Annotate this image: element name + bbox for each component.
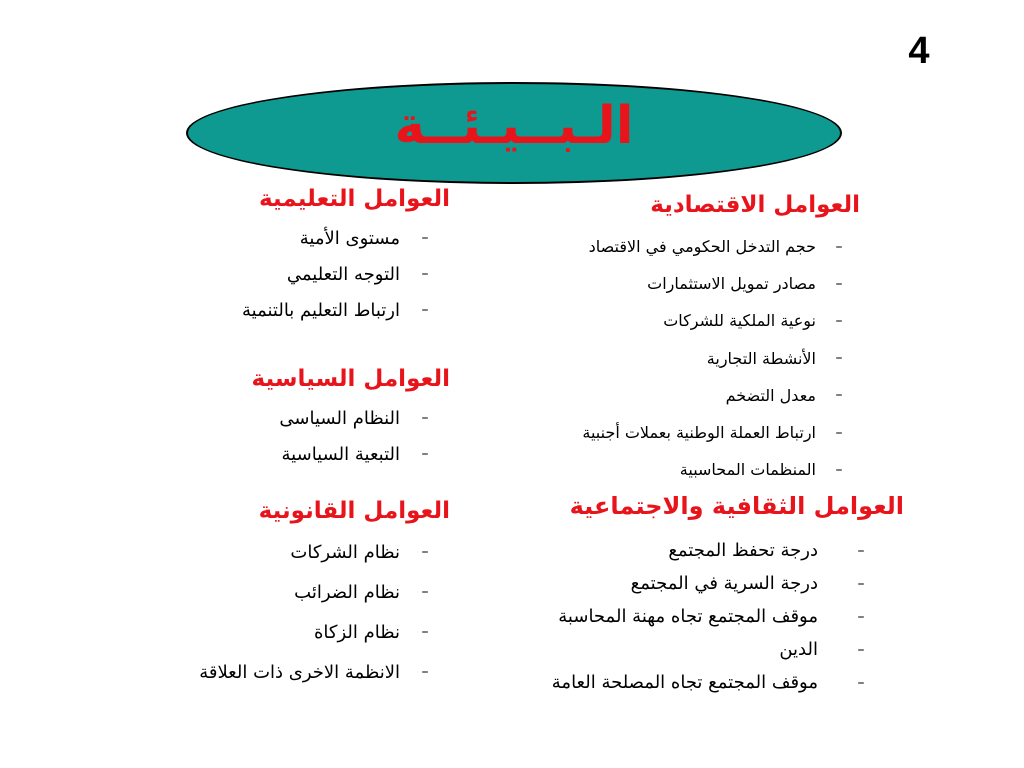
list-item bbox=[582, 340, 860, 377]
item-text: حجم التدخل الحكومي في الاقتصاد bbox=[588, 237, 816, 257]
section-economic bbox=[582, 192, 860, 488]
list-item bbox=[552, 666, 904, 699]
list-item bbox=[582, 302, 860, 339]
item-text: الدين bbox=[779, 639, 818, 660]
list-item bbox=[552, 633, 904, 666]
list-item bbox=[552, 534, 904, 567]
list-item bbox=[582, 377, 860, 414]
dash-bullet: – bbox=[835, 275, 843, 292]
section-heading: العوامل التعليمية bbox=[258, 186, 450, 212]
title-oval bbox=[186, 82, 842, 184]
dash-bullet: – bbox=[857, 608, 865, 625]
dash-bullet: – bbox=[421, 410, 429, 426]
item-text: نظام الضرائب bbox=[294, 581, 400, 603]
list-item bbox=[199, 612, 450, 652]
dash-bullet: – bbox=[835, 461, 843, 478]
item-list bbox=[582, 228, 860, 488]
item-list bbox=[552, 534, 904, 699]
list-item bbox=[199, 652, 450, 692]
item-text: مستوى الأمية bbox=[299, 227, 400, 249]
dash-bullet: – bbox=[421, 624, 429, 640]
list-item bbox=[242, 292, 450, 328]
dash-bullet: – bbox=[857, 542, 865, 559]
list-item bbox=[242, 256, 450, 292]
list-item bbox=[582, 228, 860, 265]
dash-bullet: – bbox=[421, 446, 429, 462]
item-list bbox=[252, 400, 451, 472]
list-item bbox=[552, 600, 904, 633]
dash-bullet: – bbox=[421, 544, 429, 560]
list-item bbox=[582, 265, 860, 302]
item-list bbox=[242, 220, 450, 328]
list-item bbox=[242, 220, 450, 256]
page-number: 4 bbox=[908, 30, 930, 72]
item-text: مصادر تمويل الاستثمارات bbox=[647, 274, 816, 294]
dash-bullet: – bbox=[421, 230, 429, 246]
item-text: التبعية السياسية bbox=[281, 443, 400, 465]
item-text: نوعية الملكية للشركات bbox=[663, 311, 816, 331]
dash-bullet: – bbox=[835, 387, 843, 404]
section-educational bbox=[242, 186, 450, 328]
item-list bbox=[199, 532, 450, 692]
dash-bullet: – bbox=[835, 238, 843, 255]
dash-bullet: – bbox=[857, 575, 865, 592]
section-heading: العوامل السياسية bbox=[251, 366, 450, 392]
item-text: موقف المجتمع تجاه المصلحة العامة bbox=[551, 672, 818, 693]
section-legal bbox=[199, 498, 450, 692]
dash-bullet: – bbox=[835, 350, 843, 367]
list-item bbox=[199, 572, 450, 612]
list-item bbox=[199, 532, 450, 572]
item-text: درجة السرية في المجتمع bbox=[630, 573, 818, 594]
item-text: التوجه التعليمي bbox=[286, 263, 400, 285]
item-text: ارتباط التعليم بالتنمية bbox=[241, 299, 400, 321]
dash-bullet: – bbox=[421, 266, 429, 282]
section-cultural-social bbox=[552, 492, 904, 699]
item-text: نظام الزكاة bbox=[313, 621, 400, 643]
dash-bullet: – bbox=[421, 302, 429, 318]
section-heading: العوامل الثقافية والاجتماعية bbox=[569, 492, 904, 520]
item-text: ارتباط العملة الوطنية بعملات أجنبية bbox=[582, 423, 816, 443]
dash-bullet: – bbox=[857, 674, 865, 691]
item-text: معدل التضخم bbox=[725, 385, 816, 405]
list-item bbox=[582, 414, 860, 451]
dash-bullet: – bbox=[421, 584, 429, 600]
dash-bullet: – bbox=[835, 312, 843, 329]
section-heading: العوامل القانونية bbox=[258, 498, 450, 524]
dash-bullet: – bbox=[421, 664, 429, 680]
item-text: المنظمات المحاسبية bbox=[679, 460, 816, 480]
section-heading: العوامل الاقتصادية bbox=[650, 192, 860, 218]
dash-bullet: – bbox=[835, 424, 843, 441]
item-text: موقف المجتمع تجاه مهنة المحاسبة bbox=[558, 606, 818, 627]
item-text: الانظمة الاخرى ذات العلاقة bbox=[199, 661, 400, 683]
list-item bbox=[582, 451, 860, 488]
list-item bbox=[252, 400, 451, 436]
item-text: الأنشطة التجارية bbox=[706, 348, 816, 368]
page-title: الـبــيـئــة bbox=[394, 96, 634, 156]
list-item bbox=[552, 567, 904, 600]
section-political bbox=[252, 366, 451, 472]
item-text: نظام الشركات bbox=[290, 541, 400, 563]
item-text: النظام السياسى bbox=[279, 407, 400, 429]
item-text: درجة تحفظ المجتمع bbox=[668, 540, 818, 561]
list-item bbox=[252, 436, 451, 472]
dash-bullet: – bbox=[857, 641, 865, 658]
